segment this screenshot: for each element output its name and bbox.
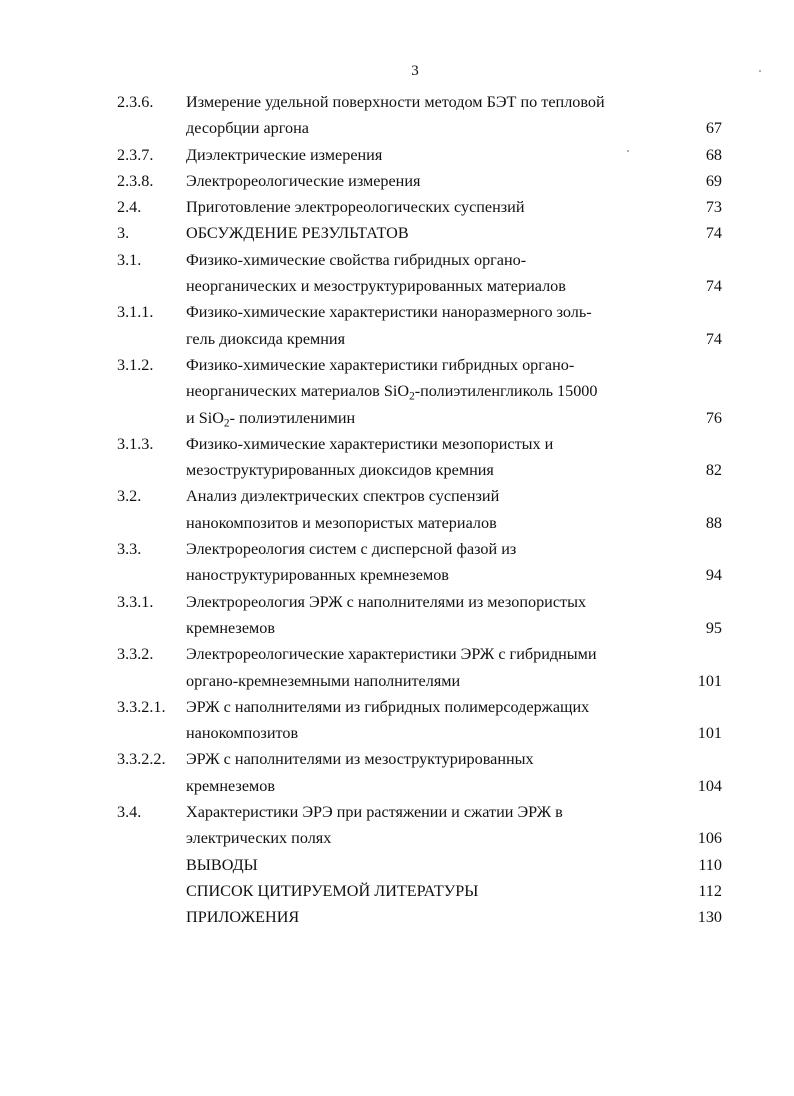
toc-title: ПРИЛОЖЕНИЯ	[186, 908, 300, 927]
toc-entry	[0, 799, 794, 852]
toc-entry	[0, 746, 794, 799]
toc-section-number: 3.1.3.	[117, 434, 154, 453]
toc-line	[0, 852, 794, 878]
toc-title: электрических полях	[186, 829, 332, 848]
toc-title: Физико-химические свойства гибридных органо-	[186, 250, 527, 269]
scan-speck	[759, 70, 761, 72]
toc-title: Измерение удельной поверхности методом БЭТ по тепловой	[186, 93, 605, 111]
toc-page-number: 104	[697, 776, 722, 795]
toc-entry	[0, 142, 794, 168]
toc-section-number: 2.3.6.	[117, 93, 154, 111]
toc-title: неорганических материалов SiO$_2$-полиэтиленгликоль 15000	[186, 382, 598, 403]
toc-title: ЭРЖ с наполнителями из мезоструктурированных	[186, 750, 534, 769]
toc-entry	[0, 878, 794, 904]
toc-line	[0, 641, 794, 667]
toc-entry	[0, 694, 794, 747]
toc-page-number: 130	[697, 908, 722, 927]
toc-page-number: 112	[698, 881, 722, 900]
toc-section-number: 3.3.2.2.	[117, 750, 166, 769]
toc-title: неорганических и мезоструктурированных материалов	[186, 277, 566, 296]
toc-title: Физико-химические характеристики наноразмерного золь-	[186, 303, 592, 322]
toc-entry	[0, 536, 794, 589]
toc-title: десорбции аргона	[186, 119, 309, 138]
toc-title: СПИСОК ЦИТИРУЕМОЙ ЛИТЕРАТУРЫ	[186, 881, 479, 900]
toc-entry	[0, 168, 794, 194]
toc-line	[0, 194, 794, 220]
toc-line	[0, 904, 794, 930]
toc-section-number: 2.3.7.	[117, 145, 154, 164]
toc-title: ОБСУЖДЕНИЕ РЕЗУЛЬТАТОВ	[186, 224, 409, 243]
toc-entry	[0, 852, 794, 878]
toc-line	[0, 273, 794, 299]
toc-title: Характеристики ЭРЭ при растяжении и сжатии ЭРЖ в	[186, 803, 563, 822]
toc-section-number: 3.	[117, 224, 130, 243]
toc-title: мезоструктурированных диоксидов кремния	[186, 461, 494, 480]
toc-page-number: 76	[705, 408, 722, 427]
toc-line	[0, 589, 794, 615]
toc-title: органо-кремнеземными наполнителями	[186, 671, 461, 690]
toc-line	[0, 510, 794, 536]
toc-entry	[0, 904, 794, 930]
toc-title: Анализ диэлектрических спектров суспензий	[186, 487, 500, 506]
toc-page-number: 82	[705, 461, 722, 480]
toc-line	[0, 115, 794, 141]
toc-entry	[0, 483, 794, 536]
toc-page-number: 101	[697, 724, 722, 743]
toc-section-number: 3.1.	[117, 250, 142, 269]
scan-speck	[627, 150, 629, 152]
toc-line	[0, 720, 794, 746]
toc-line	[0, 668, 794, 694]
toc-line	[0, 536, 794, 562]
toc-line	[0, 562, 794, 588]
toc-title: ЭРЖ с наполнителями из гибридных полимерсодержащих	[186, 697, 590, 716]
toc-page-number: 68	[705, 145, 722, 164]
toc-line	[0, 247, 794, 273]
toc-page-number: 94	[705, 566, 722, 585]
toc-line	[0, 431, 794, 457]
toc-page-number: 106	[697, 829, 722, 848]
page-number: 3	[411, 63, 419, 79]
toc-entry	[0, 352, 794, 431]
toc-title: нанокомпозитов и мезопористых материалов	[186, 513, 497, 532]
toc-page-number: 88	[705, 513, 722, 532]
toc-entry	[0, 220, 794, 246]
toc-page-number: 69	[705, 171, 722, 190]
toc-line	[0, 89, 794, 115]
toc-title: Электрореологические измерения	[186, 171, 421, 190]
toc-line	[0, 746, 794, 772]
toc-title: Приготовление электрореологических суспензий	[186, 198, 525, 217]
toc-line	[0, 142, 794, 168]
toc-section-number: 3.1.1.	[117, 303, 154, 322]
toc-entry	[0, 641, 794, 694]
toc-line	[0, 378, 794, 404]
toc-page-number: 73	[705, 198, 722, 217]
toc-line	[0, 615, 794, 641]
toc-entry	[0, 299, 794, 352]
toc-line	[0, 878, 794, 904]
toc-line	[0, 405, 794, 431]
toc-page-number: 110	[698, 855, 722, 874]
toc-section-number: 3.3.1.	[117, 592, 154, 611]
toc-section-number: 3.2.	[117, 487, 142, 506]
toc-section-number: 3.1.2.	[117, 355, 154, 374]
toc-entry	[0, 431, 794, 484]
toc-line	[0, 326, 794, 352]
toc-title: ВЫВОДЫ	[186, 855, 258, 874]
toc-page-number: 74	[705, 277, 722, 296]
toc-title: Физико-химические характеристики гибридных органо-	[186, 355, 575, 374]
toc-line	[0, 773, 794, 799]
toc-title: наноструктурированных кремнеземов	[186, 566, 449, 585]
table-of-contents	[0, 89, 794, 931]
toc-line	[0, 168, 794, 194]
toc-title: кремнеземов	[186, 776, 275, 795]
toc-section-number: 3.3.2.	[117, 645, 154, 664]
toc-line	[0, 352, 794, 378]
toc-page-number: 74	[705, 329, 722, 348]
toc-title: Диэлектрические измерения	[186, 145, 383, 164]
toc-title: кремнеземов	[186, 618, 275, 637]
toc-line	[0, 220, 794, 246]
toc-page-number: 74	[705, 224, 722, 243]
toc-title: Электрореология систем с дисперсной фазой из	[186, 540, 517, 559]
toc-section-number: 2.3.8.	[117, 171, 154, 190]
toc-section-number: 3.4.	[117, 803, 142, 822]
toc-page-number: 101	[697, 671, 722, 690]
toc-title: Электрореологические характеристики ЭРЖ с гибридными	[186, 645, 597, 664]
toc-title: и SiO$_2$- полиэтиленимин	[186, 408, 356, 429]
toc-section-number: 2.4.	[117, 198, 142, 217]
toc-page-number: 95	[705, 618, 722, 637]
toc-entry	[0, 589, 794, 642]
toc-section-number: 3.3.	[117, 540, 142, 559]
toc-page-number: 67	[705, 119, 722, 138]
toc-line	[0, 483, 794, 509]
toc-entry	[0, 89, 794, 142]
toc-title: Электрореология ЭРЖ с наполнителями из мезопористых	[186, 592, 587, 611]
toc-title: гель диоксида кремния	[186, 329, 346, 348]
toc-line	[0, 799, 794, 825]
toc-section-number: 3.3.2.1.	[117, 697, 166, 716]
toc-line	[0, 457, 794, 483]
toc-entry	[0, 194, 794, 220]
toc-line	[0, 825, 794, 851]
toc-line	[0, 694, 794, 720]
toc-entry	[0, 247, 794, 300]
toc-title: нанокомпозитов	[186, 724, 299, 743]
toc-line	[0, 299, 794, 325]
toc-title: Физико-химические характеристики мезопористых и	[186, 434, 554, 453]
